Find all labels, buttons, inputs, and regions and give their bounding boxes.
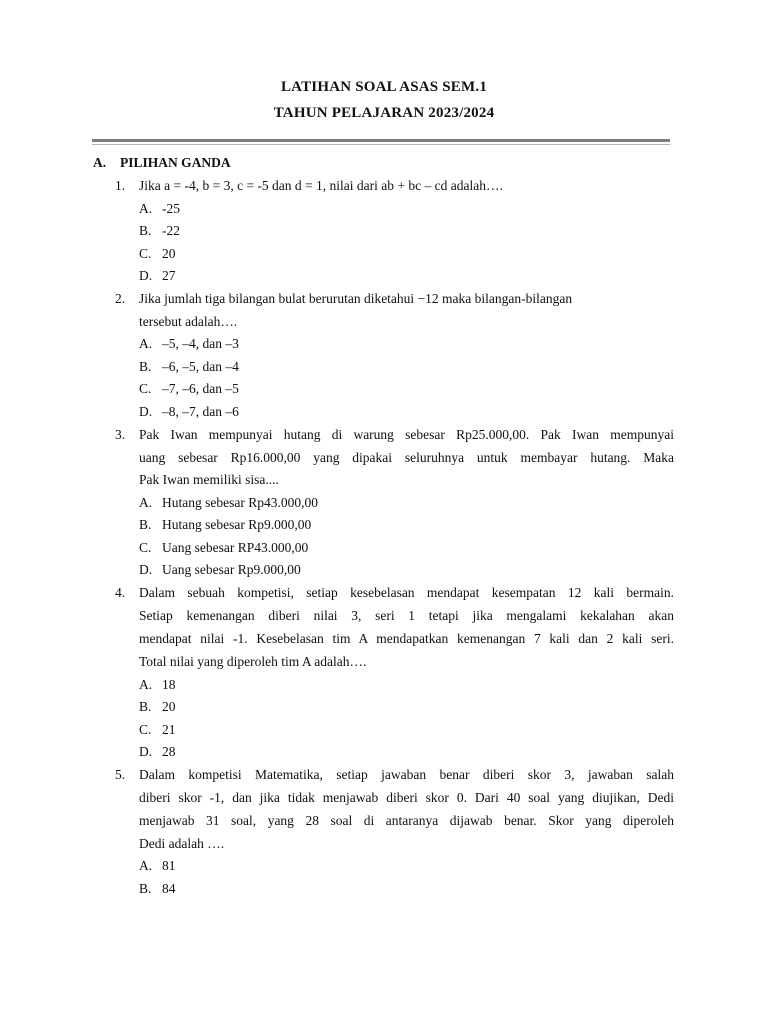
option-text: 18 <box>162 677 176 692</box>
option-letter: C. <box>139 381 152 396</box>
answer-option <box>139 336 239 352</box>
option-letter: D. <box>139 562 153 577</box>
option-text: –8, –7, dan –6 <box>162 404 239 419</box>
option-letter: B. <box>139 699 152 714</box>
answer-option <box>139 562 301 578</box>
question-text-line: Total nilai yang diperoleh tim A adalah…. <box>139 654 367 669</box>
option-text: –7, –6, dan –5 <box>162 381 239 396</box>
question-text-line: Setiap kemenangan diberi nilai 3, seri 1 tetapi jika mengalami kekalahan akan <box>139 608 674 623</box>
question-text-line: diberi skor -1, dan jika tidak menjawab diberi skor 0. Dari 40 soal yang diujikan, Dedi <box>139 790 674 805</box>
question-number: 4. <box>115 585 126 600</box>
option-text: 20 <box>162 699 176 714</box>
question-number: 3. <box>115 427 126 442</box>
answer-option <box>139 540 308 556</box>
option-letter: B. <box>139 223 152 238</box>
answer-option <box>139 246 176 262</box>
answer-option <box>139 858 176 874</box>
question-text-line: uang sebesar Rp16.000,00 yang dipakai seluruhnya untuk membayar hutang. Maka <box>139 450 674 465</box>
option-text: Hutang sebesar Rp43.000,00 <box>162 495 318 510</box>
option-letter: A. <box>139 336 153 351</box>
answer-option <box>139 744 176 760</box>
answer-option <box>139 699 176 715</box>
section-heading <box>93 155 231 171</box>
answer-option <box>139 722 176 738</box>
answer-option <box>139 223 180 239</box>
question-text-line: Dalam sebuah kompetisi, setiap kesebelasan mendapat kesempatan 12 kali bermain. <box>139 585 674 600</box>
page-title: LATIHAN SOAL ASAS SEM.1 <box>280 79 488 95</box>
question-text-line: Dedi adalah …. <box>139 836 225 851</box>
option-text: Uang sebesar Rp9.000,00 <box>162 562 301 577</box>
answer-option <box>139 381 239 397</box>
question-text-line: Dalam kompetisi Matematika, setiap jawaban benar diberi skor 3, jawaban salah <box>139 767 674 782</box>
question-text-line: tersebut adalah…. <box>139 314 238 329</box>
answer-option <box>139 517 311 533</box>
question-number: 2. <box>115 291 126 306</box>
option-text: 81 <box>162 858 176 873</box>
answer-option <box>139 404 239 420</box>
option-letter: A. <box>139 858 153 873</box>
option-text: –5, –4, dan –3 <box>162 336 239 351</box>
option-letter: A. <box>139 495 153 510</box>
page-subtitle: TAHUN PELAJARAN 2023/2024 <box>273 105 495 121</box>
option-letter: C. <box>139 722 152 737</box>
question-text-line: menjawab 31 soal, yang 28 soal di antaranya dijawab benar. Skor yang diperoleh <box>139 813 674 828</box>
question-text-line: Jika jumlah tiga bilangan bulat berurutan diketahui −12 maka bilangan-bilangan <box>139 291 573 306</box>
option-text: -22 <box>162 223 180 238</box>
option-letter: A. <box>139 677 153 692</box>
section-title: PILIHAN GANDA <box>120 155 231 170</box>
question-number: 1. <box>115 178 126 193</box>
question-text-line: Jika a = -4, b = 3, c = -5 dan d = 1, nilai dari ab + bc – cd adalah…. <box>139 178 503 193</box>
section-letter: A. <box>93 155 107 170</box>
option-text: 28 <box>162 744 176 759</box>
option-text: Hutang sebesar Rp9.000,00 <box>162 517 312 532</box>
question-number: 5. <box>115 767 126 782</box>
option-letter: B. <box>139 517 152 532</box>
option-letter: C. <box>139 540 152 555</box>
answer-option <box>139 881 176 897</box>
answer-option <box>139 359 239 375</box>
question-text-line: mendapat nilai -1. Kesebelasan tim A mendapatkan kemenangan 7 kali dan 2 kali seri. <box>139 631 674 646</box>
option-letter: D. <box>139 744 153 759</box>
header-divider-thin <box>92 144 670 145</box>
answer-option <box>139 268 176 284</box>
option-text: 27 <box>162 268 176 283</box>
answer-option <box>139 201 180 217</box>
answer-option <box>139 495 318 511</box>
header-divider-thick <box>92 139 670 142</box>
question-text-line: Pak Iwan mempunyai hutang di warung sebesar Rp25.000,00. Pak Iwan mempunyai <box>139 427 674 442</box>
option-letter: A. <box>139 201 153 216</box>
option-text: Uang sebesar RP43.000,00 <box>162 540 309 555</box>
option-text: 84 <box>162 881 176 896</box>
option-letter: B. <box>139 359 152 374</box>
option-letter: C. <box>139 246 152 261</box>
option-text: 20 <box>162 246 176 261</box>
option-letter: D. <box>139 404 153 419</box>
option-text: -25 <box>162 201 180 216</box>
answer-option <box>139 677 176 693</box>
option-letter: B. <box>139 881 152 896</box>
option-text: –6, –5, dan –4 <box>162 359 239 374</box>
option-letter: D. <box>139 268 153 283</box>
question-text-line: Pak Iwan memiliki sisa.... <box>139 472 279 487</box>
option-text: 21 <box>162 722 176 737</box>
